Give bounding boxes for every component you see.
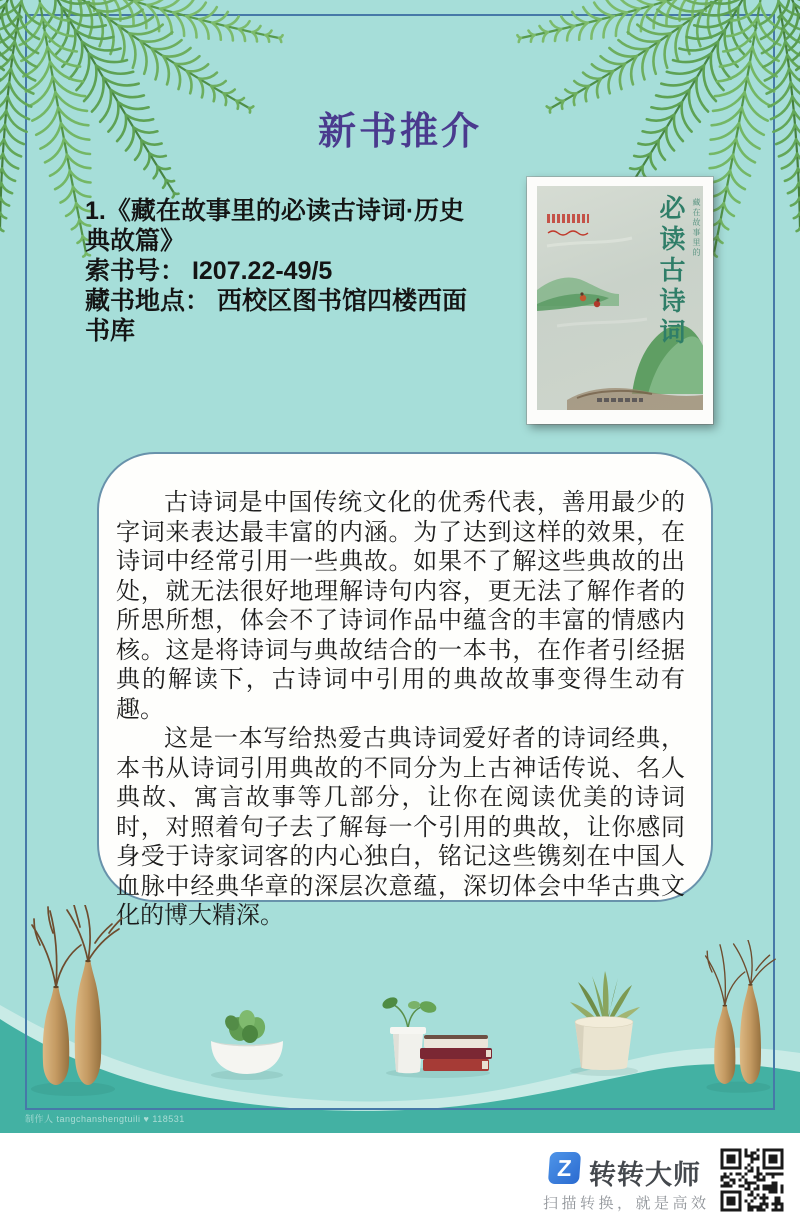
qr-code <box>719 1147 785 1213</box>
book-cover <box>527 177 713 424</box>
description-paragraph-2: 这是一本写给热爱古典诗词爱好者的诗词经典，本书从诗词引用典故的不同分为上古神话传说、名人典故、寓言故事等几部分，让你在阅读优美的诗词时，对照着句子去了解每一个引用的典故，让你感同身受于诗家词客的内心独白，铭记这些镌刻在中国人血脉中经典华章的深层次意蕴，深切体会中华古典文化的博大精深。 <box>116 724 685 929</box>
plant-and-books-icon <box>378 993 500 1079</box>
book-location-line2: 书库 <box>85 317 136 345</box>
converter-footer <box>0 1133 800 1230</box>
description-paragraph-1: 古诗词是中国传统文化的优秀代表，善用最少的字词来表达最丰富的内涵。为了达到这样的效果，在诗词中经常引用一些典故。如果不了解这些典故的出处，就无法很好地理解诗句内容，更无法了解作者的所思所想，体会不了诗词作品中蕴含的丰富的情感内核。这是将诗词与典故结合的一本书，在作者引经据典的解读下，古诗词中引用的典故故事变得生动有趣。 <box>116 488 685 723</box>
branch-vases-right-icon <box>700 940 788 1096</box>
cover-red-seal <box>547 214 589 241</box>
brand-name: 转转大师 <box>589 1160 701 1190</box>
book-call-number: 索书号： I207.22-49/5 <box>85 257 333 285</box>
brand-tagline: 扫描转换，就是高效 <box>543 1195 710 1212</box>
book-title-line2: 典故篇》 <box>85 227 186 255</box>
cover-series-text: 藏在故事里的 <box>692 198 701 258</box>
zhuanzhuan-logo-icon: Z <box>548 1152 581 1184</box>
cover-publisher-mark <box>597 398 643 402</box>
book-info <box>85 196 530 346</box>
book-location-line1: 藏书地点： 西校区图书馆四楼西面 <box>85 287 467 315</box>
book-title-line1: 1.《藏在故事里的必读古诗词·历史 <box>85 197 465 225</box>
maker-watermark: 制作人 tangchanshengtuili ♥ 118531 <box>25 1114 185 1124</box>
succulent-pot-icon <box>558 968 650 1076</box>
branch-vases-left-icon <box>25 905 135 1100</box>
cover-vertical-title: 必读古诗词 <box>655 194 685 349</box>
book-cover-art <box>537 186 703 410</box>
page-title: 新书推介 <box>317 108 482 153</box>
description-card <box>97 452 713 929</box>
succulent-bowl-icon <box>205 1003 290 1081</box>
